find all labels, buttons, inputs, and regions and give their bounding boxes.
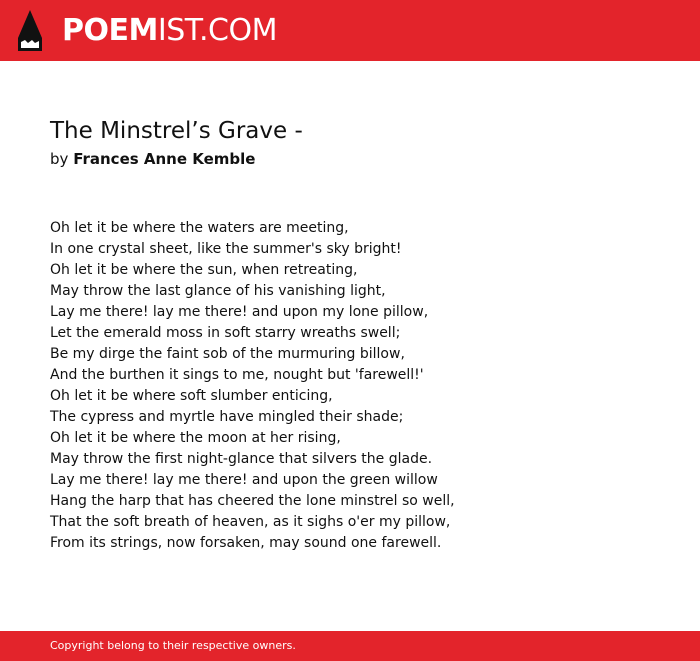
poem-line: The cypress and myrtle have mingled their shade; <box>50 409 404 425</box>
poem-line: Let the emerald moss in soft starry wreaths swell; <box>50 325 401 341</box>
poem-body <box>50 218 670 554</box>
logo-bold-text: POEM <box>62 13 158 48</box>
site-logo[interactable] <box>62 11 277 51</box>
poem-line: Oh let it be where soft slumber enticing, <box>50 388 333 404</box>
poem-line: From its strings, now forsaken, may sound one farewell. <box>50 535 442 551</box>
poem-line: Oh let it be where the sun, when retreating, <box>50 262 358 278</box>
poem-line: Be my dirge the faint sob of the murmuring billow, <box>50 346 405 362</box>
poem-line: That the soft breath of heaven, as it sighs o'er my pillow, <box>50 514 451 530</box>
logo-light-text: IST.COM <box>157 13 277 48</box>
byline <box>50 148 255 170</box>
poem-line: Lay me there! lay me there! and upon my lone pillow, <box>50 304 429 320</box>
poem-line: Hang the harp that has cheered the lone minstrel so well, <box>50 493 455 509</box>
poem-line: Oh let it be where the waters are meeting, <box>50 220 349 236</box>
poem-line: Oh let it be where the moon at her rising, <box>50 430 341 446</box>
site-header <box>0 0 700 61</box>
by-label: by <box>50 150 69 168</box>
author-name: Frances Anne Kemble <box>73 150 256 168</box>
poem-line: In one crystal sheet, like the summer's sky bright! <box>50 241 402 257</box>
poem-line: And the burthen it sings to me, nought but 'farewell!' <box>50 367 424 383</box>
poem-line: Lay me there! lay me there! and upon the green willow <box>50 472 438 488</box>
site-footer <box>0 631 700 661</box>
pencil-icon[interactable] <box>18 10 42 51</box>
copyright-text: Copyright belong to their respective owners. <box>50 639 296 652</box>
poem-title: The Minstrel’s Grave - <box>50 118 303 144</box>
poem-line: May throw the first night-glance that silvers the glade. <box>50 451 433 467</box>
poem-line: May throw the last glance of his vanishing light, <box>50 283 386 299</box>
